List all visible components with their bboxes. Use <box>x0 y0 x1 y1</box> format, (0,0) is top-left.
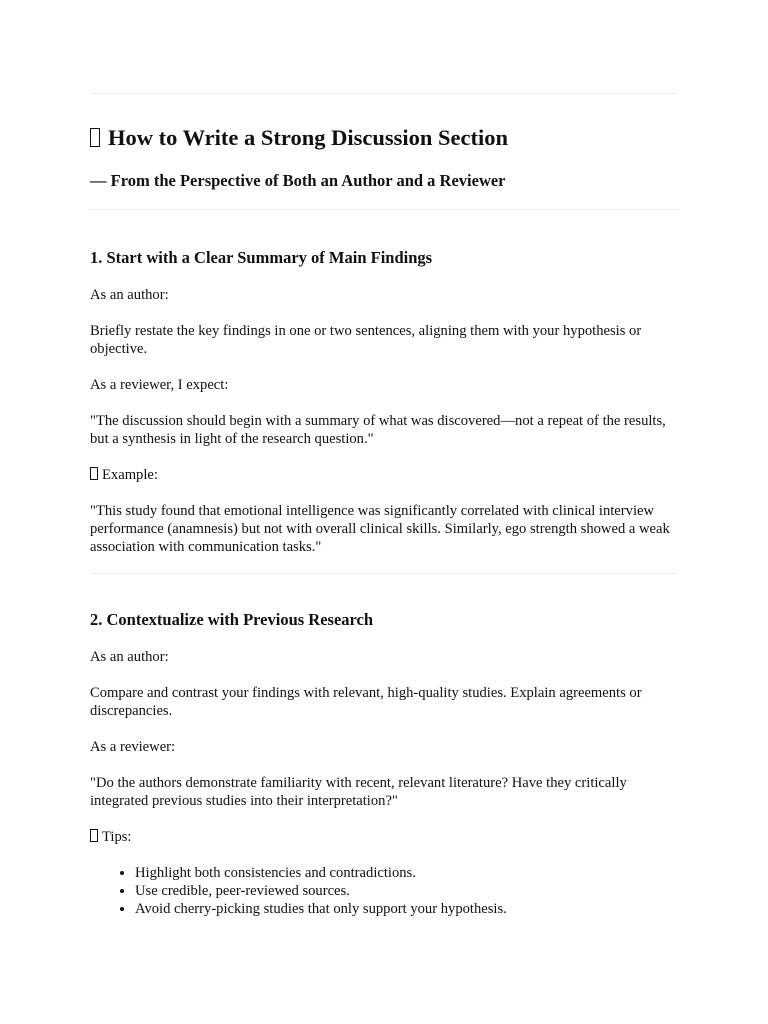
list-item: • Use credible, peer-reviewed sources. <box>135 882 678 900</box>
example-label <box>90 466 678 484</box>
document-title-text: How to Write a Strong Discussion Section <box>108 125 509 150</box>
section-heading: 1. Start with a Clear Summary of Main Findings <box>90 248 433 267</box>
section-previous-research <box>90 609 678 918</box>
reviewer-quote: "The discussion should begin with a summary of what was discovered—not a repeat of the results, but a synthesis in light of the research question." <box>90 413 666 447</box>
reviewer-label: As a reviewer: <box>90 739 176 755</box>
document-page <box>90 0 678 918</box>
tips-list <box>90 864 678 918</box>
author-text: Briefly restate the key findings in one or two sentences, aligning them with your hypothesis or objective. <box>90 323 642 357</box>
reviewer-label: As a reviewer, I expect: <box>90 377 229 393</box>
tips-label-text: Tips: <box>102 829 132 845</box>
box-glyph-icon <box>90 467 98 480</box>
section-heading: 2. Contextualize with Previous Research <box>90 610 374 629</box>
example-label-text: Example: <box>102 467 158 483</box>
author-label: As an author: <box>90 649 169 665</box>
section-divider <box>90 573 678 574</box>
box-glyph-icon <box>90 128 100 147</box>
subtitle-divider <box>90 209 678 210</box>
list-item: • Avoid cherry-picking studies that only support your hypothesis. <box>135 900 678 918</box>
example-text: "This study found that emotional intelligence was significantly correlated with clinical interview performance (anamnesis) but not with overall clinical skills. Similarly, ego strength showed a weak association with communication tasks." <box>90 503 670 555</box>
document-title <box>90 124 678 152</box>
section-summary-findings <box>90 247 678 556</box>
document-subtitle: — From the Perspective of Both an Author and a Reviewer <box>90 171 506 190</box>
author-label: As an author: <box>90 287 169 303</box>
box-glyph-icon <box>90 829 98 842</box>
reviewer-quote: "Do the authors demonstrate familiarity with recent, relevant literature? Have they critically integrated previous studies into their interpretation?" <box>90 775 627 809</box>
top-divider <box>90 93 678 94</box>
tips-label <box>90 828 678 846</box>
author-text: Compare and contrast your findings with relevant, high-quality studies. Explain agreements or discrepancies. <box>90 685 642 719</box>
list-item: • Highlight both consistencies and contradictions. <box>135 864 678 882</box>
